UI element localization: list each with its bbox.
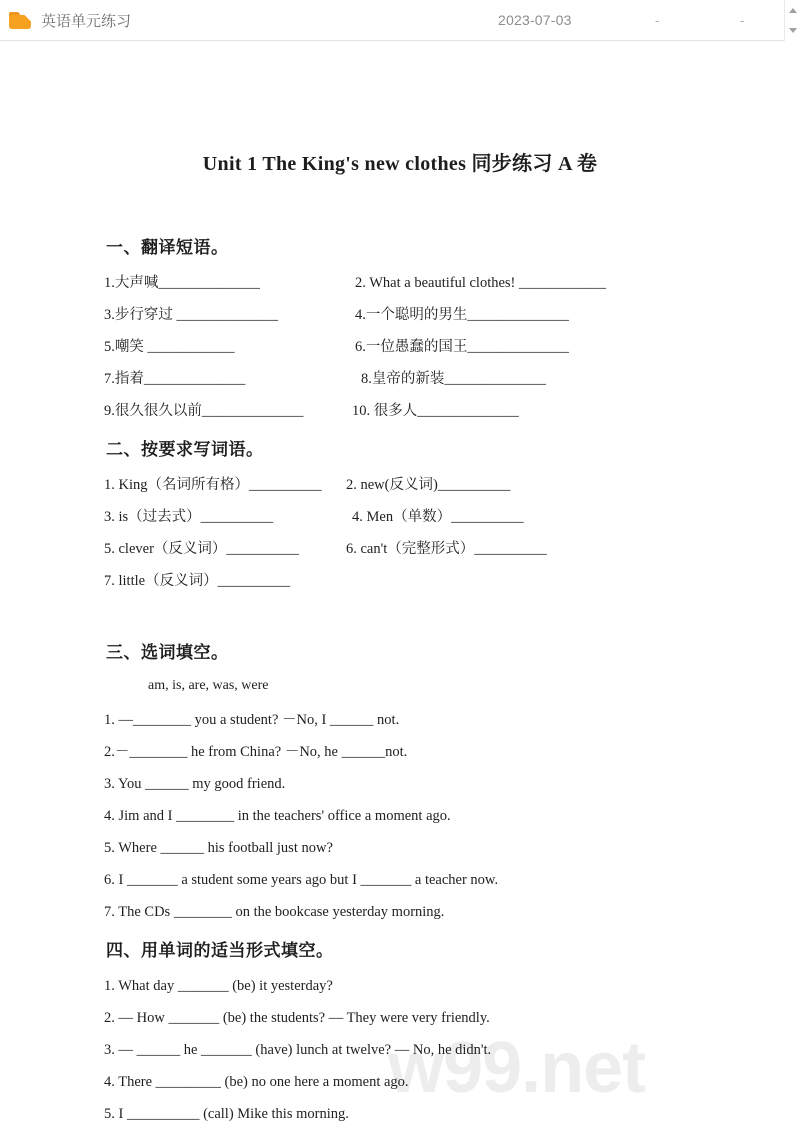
question-2-7: 7. little（反义词）__________: [104, 573, 291, 589]
question-2-1: 1. King（名词所有格）__________: [104, 477, 322, 493]
app-header: [0, 0, 800, 41]
header-meta-one: -: [655, 12, 660, 28]
question-4-2: 2. — How _______ (be) the students? — They were very friendly.: [104, 1010, 490, 1026]
question-1-3: 3.步行穿过 ______________: [104, 307, 278, 323]
question-1-1: 1.大声喊______________: [104, 275, 260, 291]
question-4-5: 5. I __________ (call) Mike this morning.: [104, 1106, 349, 1122]
header-date: 2023-07-03: [498, 12, 572, 28]
section-heading-2: 二、按要求写词语。: [106, 440, 264, 459]
question-1-8: 8.皇帝的新装______________: [361, 371, 546, 387]
question-3-5: 5. Where ______ his football just now?: [104, 840, 333, 856]
header-title: 英语单元练习: [41, 12, 132, 30]
question-3-6: 6. I _______ a student some years ago but I _______ a teacher now.: [104, 872, 499, 888]
page-title: Unit 1 The King's new clothes 同步练习 A 卷: [202, 153, 598, 175]
section-heading-3: 三、选词填空。: [106, 643, 229, 662]
scroll-up-arrow-icon[interactable]: [789, 8, 797, 13]
scroll-down-arrow-icon[interactable]: [789, 28, 797, 33]
section-heading-4: 四、用单词的适当形式填空。: [106, 941, 334, 960]
question-4-3: 3. — ______ he _______ (have) lunch at twelve? — No, he didn't.: [104, 1042, 492, 1058]
question-1-10: 10. 很多人______________: [352, 403, 519, 419]
question-4-4: 4. There _________ (be) no one here a moment ago.: [104, 1074, 409, 1090]
word-bank: am, is, are, was, were: [148, 678, 269, 693]
question-3-2: 2.－________ he from China? －No, he ______not.: [104, 744, 408, 760]
watermark: w99.net: [388, 1028, 646, 1108]
document-page: [0, 41, 800, 1137]
question-1-5: 5.嘲笑 ____________: [104, 339, 235, 355]
question-2-6: 6. can't（完整形式）__________: [346, 541, 547, 557]
question-3-4: 4. Jim and I ________ in the teachers' office a moment ago.: [104, 808, 451, 824]
folder-icon: [9, 12, 31, 29]
question-3-1: 1. —________ you a student? －No, I ______ not.: [104, 712, 400, 728]
header-left-group: [0, 10, 131, 31]
question-1-2: 2. What a beautiful clothes! ____________: [355, 275, 607, 291]
question-1-6: 6.一位愚蠢的国王______________: [355, 339, 569, 355]
question-3-7: 7. The CDs ________ on the bookcase yesterday morning.: [104, 904, 445, 920]
header-meta-two: -: [740, 12, 745, 28]
question-1-9: 9.很久很久以前______________: [104, 403, 304, 419]
question-4-1: 1. What day _______ (be) it yesterday?: [104, 978, 333, 994]
question-2-5: 5. clever（反义词）__________: [104, 541, 299, 557]
question-2-3: 3. is（过去式）__________: [104, 509, 274, 525]
section-heading-1: 一、翻译短语。: [106, 238, 229, 257]
question-2-2: 2. new(反义词)__________: [346, 477, 511, 493]
question-3-3: 3. You ______ my good friend.: [104, 776, 286, 792]
question-1-4: 4.一个聪明的男生______________: [355, 307, 569, 323]
question-2-4: 4. Men（单数）__________: [352, 509, 524, 525]
question-1-7: 7.指着______________: [104, 371, 246, 387]
vertical-scrollbar[interactable]: [784, 0, 800, 41]
